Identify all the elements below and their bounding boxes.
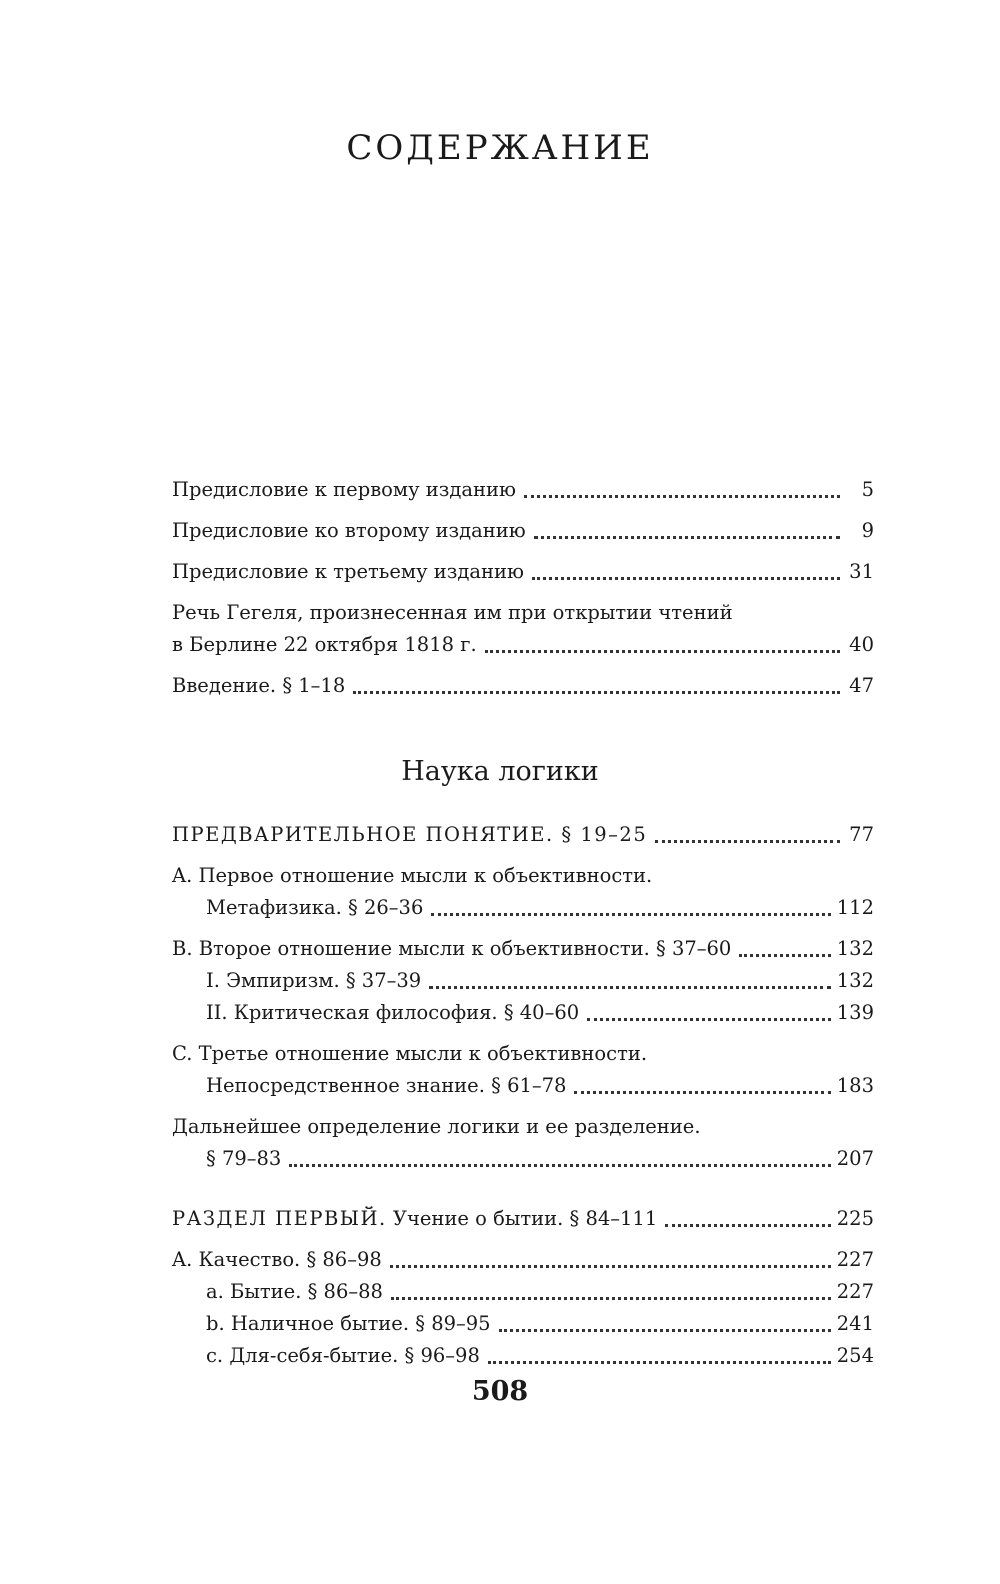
toc-entry-multiline[interactable] (172, 597, 874, 661)
toc-front-matter (172, 474, 874, 702)
toc-entry-page: 254 (836, 1344, 874, 1367)
toc-entry-title (172, 1203, 657, 1235)
toc-entry-title: Предисловие к первому изданию (172, 478, 516, 501)
page-number: 508 (471, 1376, 529, 1407)
toc-subentry[interactable] (172, 1276, 874, 1308)
toc-entry-page: 40 (849, 633, 874, 656)
toc-entry-page: 132 (836, 937, 874, 960)
toc-entry[interactable] (172, 933, 874, 965)
toc-entry-page: 227 (836, 1280, 874, 1303)
toc-entry-title: Введение. § 1–18 (172, 674, 346, 697)
toc-entry-first-line: Дальнейшее определение логики и ее разделение. (172, 1115, 701, 1138)
toc-entry-title: c. Для-себя-бытие. § 96–98 (206, 1344, 480, 1367)
toc-entry-multiline[interactable] (172, 860, 874, 924)
dot-leader (289, 1164, 830, 1167)
part-label: РАЗДЕЛ ПЕРВЫЙ. (172, 1207, 387, 1230)
dot-leader (665, 1224, 831, 1227)
toc-entry-page: 112 (836, 896, 874, 919)
dot-leader (488, 1361, 831, 1364)
toc-entry-page: 5 (861, 478, 874, 501)
toc-entry[interactable] (172, 670, 874, 702)
toc-entry-title: Предисловие к третьему изданию (172, 560, 525, 583)
dot-leader (524, 495, 840, 498)
toc-subentry[interactable] (172, 997, 874, 1029)
toc-logic (172, 819, 874, 1372)
toc-subentry[interactable] (172, 965, 874, 997)
toc-entry[interactable] (172, 474, 874, 506)
toc-entry-multiline[interactable] (172, 1038, 874, 1102)
toc-entry-title: b. Наличное бытие. § 89–95 (206, 1312, 491, 1335)
toc-entry-page: 227 (836, 1248, 874, 1271)
dot-leader (485, 650, 840, 653)
toc-entry-page: 139 (836, 1001, 874, 1024)
toc-entry-title: I. Эмпиризм. § 37–39 (206, 969, 422, 992)
dot-leader (534, 536, 840, 539)
dot-leader (431, 913, 830, 916)
toc-entry[interactable] (172, 556, 874, 588)
toc-subentry[interactable] (172, 1308, 874, 1340)
toc-entry-title: II. Критическая философия. § 40–60 (206, 1001, 580, 1024)
toc-entry-title: Предисловие ко второму изданию (172, 519, 526, 542)
toc-entry-title: B. Второе отношение мысли к объективности. § 37–60 (172, 937, 732, 960)
toc-entry-page: 47 (849, 674, 874, 697)
toc-subentry[interactable] (172, 1340, 874, 1372)
toc-entry-first-line: Речь Гегеля, произнесенная им при открытии чтений (172, 601, 733, 624)
toc-entry-page: 31 (849, 560, 874, 583)
toc-entry-title: A. Качество. § 86–98 (172, 1248, 382, 1271)
dot-leader (532, 577, 840, 580)
dot-leader (574, 1091, 830, 1094)
toc-entry-page: 9 (861, 519, 874, 542)
dot-leader (587, 1018, 831, 1021)
page-title: СОДЕРЖАНИЕ (346, 128, 654, 168)
part-title: Учение о бытии. § 84–111 (386, 1207, 658, 1230)
toc-entry-page: 207 (836, 1147, 874, 1170)
toc-entry-title: a. Бытие. § 86–88 (206, 1280, 383, 1303)
toc-entry-page: 225 (836, 1207, 874, 1230)
dot-leader (499, 1329, 831, 1332)
toc-entry-title: в Берлине 22 октября 1818 г. (172, 633, 477, 656)
dot-leader (429, 986, 831, 989)
dot-leader (739, 954, 830, 957)
toc-entry-page: 132 (836, 969, 874, 992)
toc-entry[interactable] (172, 1203, 874, 1235)
section-heading: Наука логики (401, 756, 599, 787)
toc-entry-first-line: C. Третье отношение мысли к объективности. (172, 1042, 648, 1065)
toc-entry-first-line: A. Первое отношение мысли к объективности. (172, 864, 653, 887)
toc-entry-page: 77 (849, 823, 874, 846)
toc-entry-multiline[interactable] (172, 1111, 874, 1175)
toc-entry[interactable] (172, 1244, 874, 1276)
dot-leader (391, 1297, 831, 1300)
toc-entry-title: Непосредственное знание. § 61–78 (206, 1074, 567, 1097)
dot-leader (390, 1265, 831, 1268)
dot-leader (353, 691, 840, 694)
toc-entry[interactable] (172, 819, 874, 851)
toc-entry-title: ПРЕДВАРИТЕЛЬНОЕ ПОНЯТИЕ. § 19–25 (172, 823, 648, 846)
toc-entry-title: Метафизика. § 26–36 (206, 896, 424, 919)
toc-entry[interactable] (172, 515, 874, 547)
toc-entry-title: § 79–83 (206, 1147, 282, 1170)
toc-entry-page: 183 (836, 1074, 874, 1097)
dot-leader (655, 840, 840, 843)
toc-entry-page: 241 (836, 1312, 874, 1335)
